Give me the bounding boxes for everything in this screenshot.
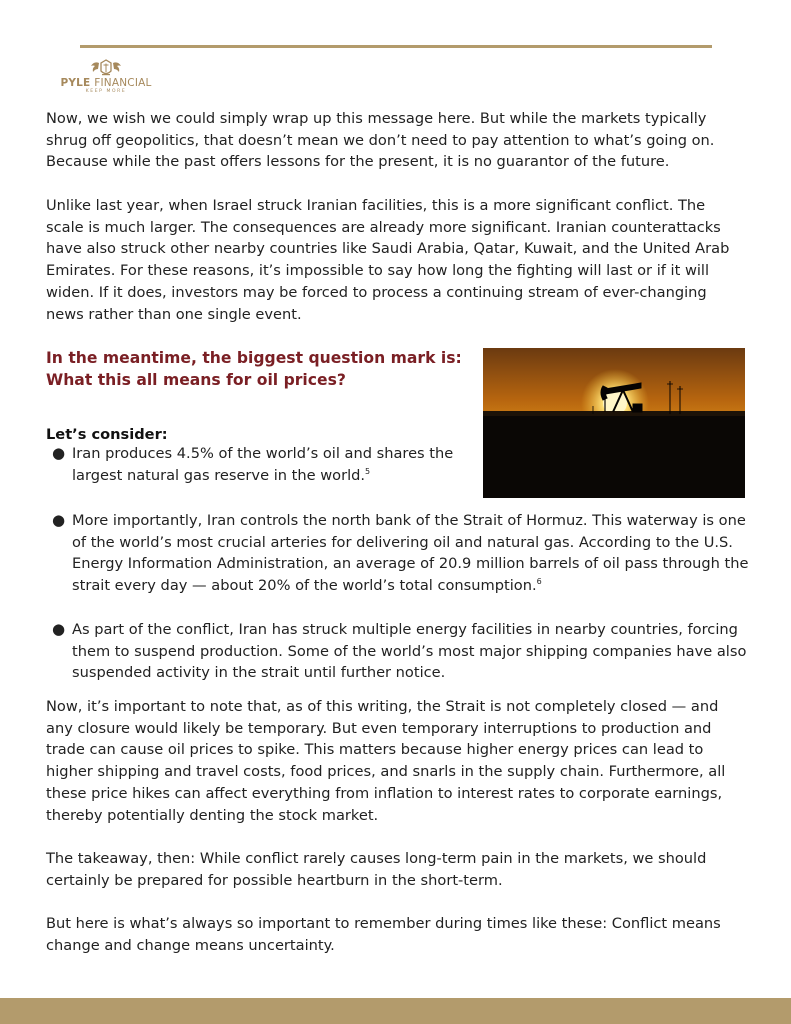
bullet-dot: ● — [52, 620, 66, 638]
pyle-financial-logo — [56, 58, 156, 104]
footer-band — [0, 998, 791, 1024]
lets-consider-label: Let’s consider: — [46, 426, 168, 443]
paragraph-strait-status: Now, it’s important to note that, as of this writing, the Strait is not completely closed — and any closure would likely be temporary. But even temporary interruptions to production and trade can cause oil prices to spike. This matters because higher energy prices can lead to higher shipping and travel costs, food prices, and snarls in the supply chain. Furthermore, all these price hikes can affect everything from inflation to interest rates to corporate earnings, thereby potentially denting the stock market. — [46, 698, 726, 824]
paragraph-conflict-scale: Unlike last year, when Israel struck Iranian facilities, this is a more significant conflict. The scale is much larger. The consequences are already more significant. Iranian counterattacks have also struck other nearby countries like Saudi Arabia, Qatar, Kuwait, and the United Arab Emirates. For these reasons, it’s impossible to say how long the fighting will last or if it will widen. If it does, investors may be forced to process a continuing stream of ever-changing news rather than one single event. — [46, 197, 730, 323]
paragraph-closing: But here is what’s always so important to remember during times like these: Conflict means change and change means uncertainty. — [46, 915, 721, 954]
list-item — [46, 443, 486, 486]
logo-name-bold: PYLE — [60, 77, 91, 89]
bullet-dot: ● — [52, 511, 66, 529]
section-heading — [46, 347, 486, 391]
footnote-ref: 5 — [365, 466, 371, 476]
paragraph-intro: Now, we wish we could simply wrap up this message here. But while the markets typically shrug off geopolitics, that doesn’t mean we don’t need to pay attention to what’s going on. Because while the past offers lessons for the present, it is no guarantor of the future. — [46, 110, 715, 171]
list-item-text: Iran produces 4.5% of the world’s oil and shares the largest natural gas reserve in the world. — [72, 445, 454, 484]
list-item-text: As part of the conflict, Iran has struck multiple energy facilities in nearby countries, forcing them to suspend production. Some of the world’s most major shipping companies have also suspended activity in the strait until further notice. — [72, 621, 747, 682]
footnote-ref: 6 — [536, 577, 542, 587]
oil-pumpjack-sunset-image — [483, 348, 745, 498]
logo-name-thin: FINANCIAL — [94, 77, 152, 89]
logo-wordmark — [56, 78, 156, 89]
list-item-text: More importantly, Iran controls the north bank of the Strait of Hormuz. This waterway is one of the world’s most crucial arteries for delivering oil and natural gas. According to the U.S. Energy Information Administration, an average of 20.9 million barrels of oil pass through the strait every day — about 20% of the world’s total consumption. — [72, 512, 749, 595]
section-heading-line-1: In the meantime, the biggest question mark is: — [46, 349, 462, 367]
crest-icon — [86, 58, 126, 78]
section-heading-line-2: What this all means for oil prices? — [46, 371, 346, 389]
logo-tagline: KEEP MORE — [85, 89, 127, 94]
header-rule — [80, 45, 712, 48]
bullet-dot: ● — [52, 444, 66, 462]
list-item — [46, 510, 756, 597]
list-item — [46, 619, 756, 684]
paragraph-takeaway: The takeaway, then: While conflict rarely causes long-term pain in the markets, we should certainly be prepared for possible heartburn in the short-term. — [46, 850, 707, 889]
